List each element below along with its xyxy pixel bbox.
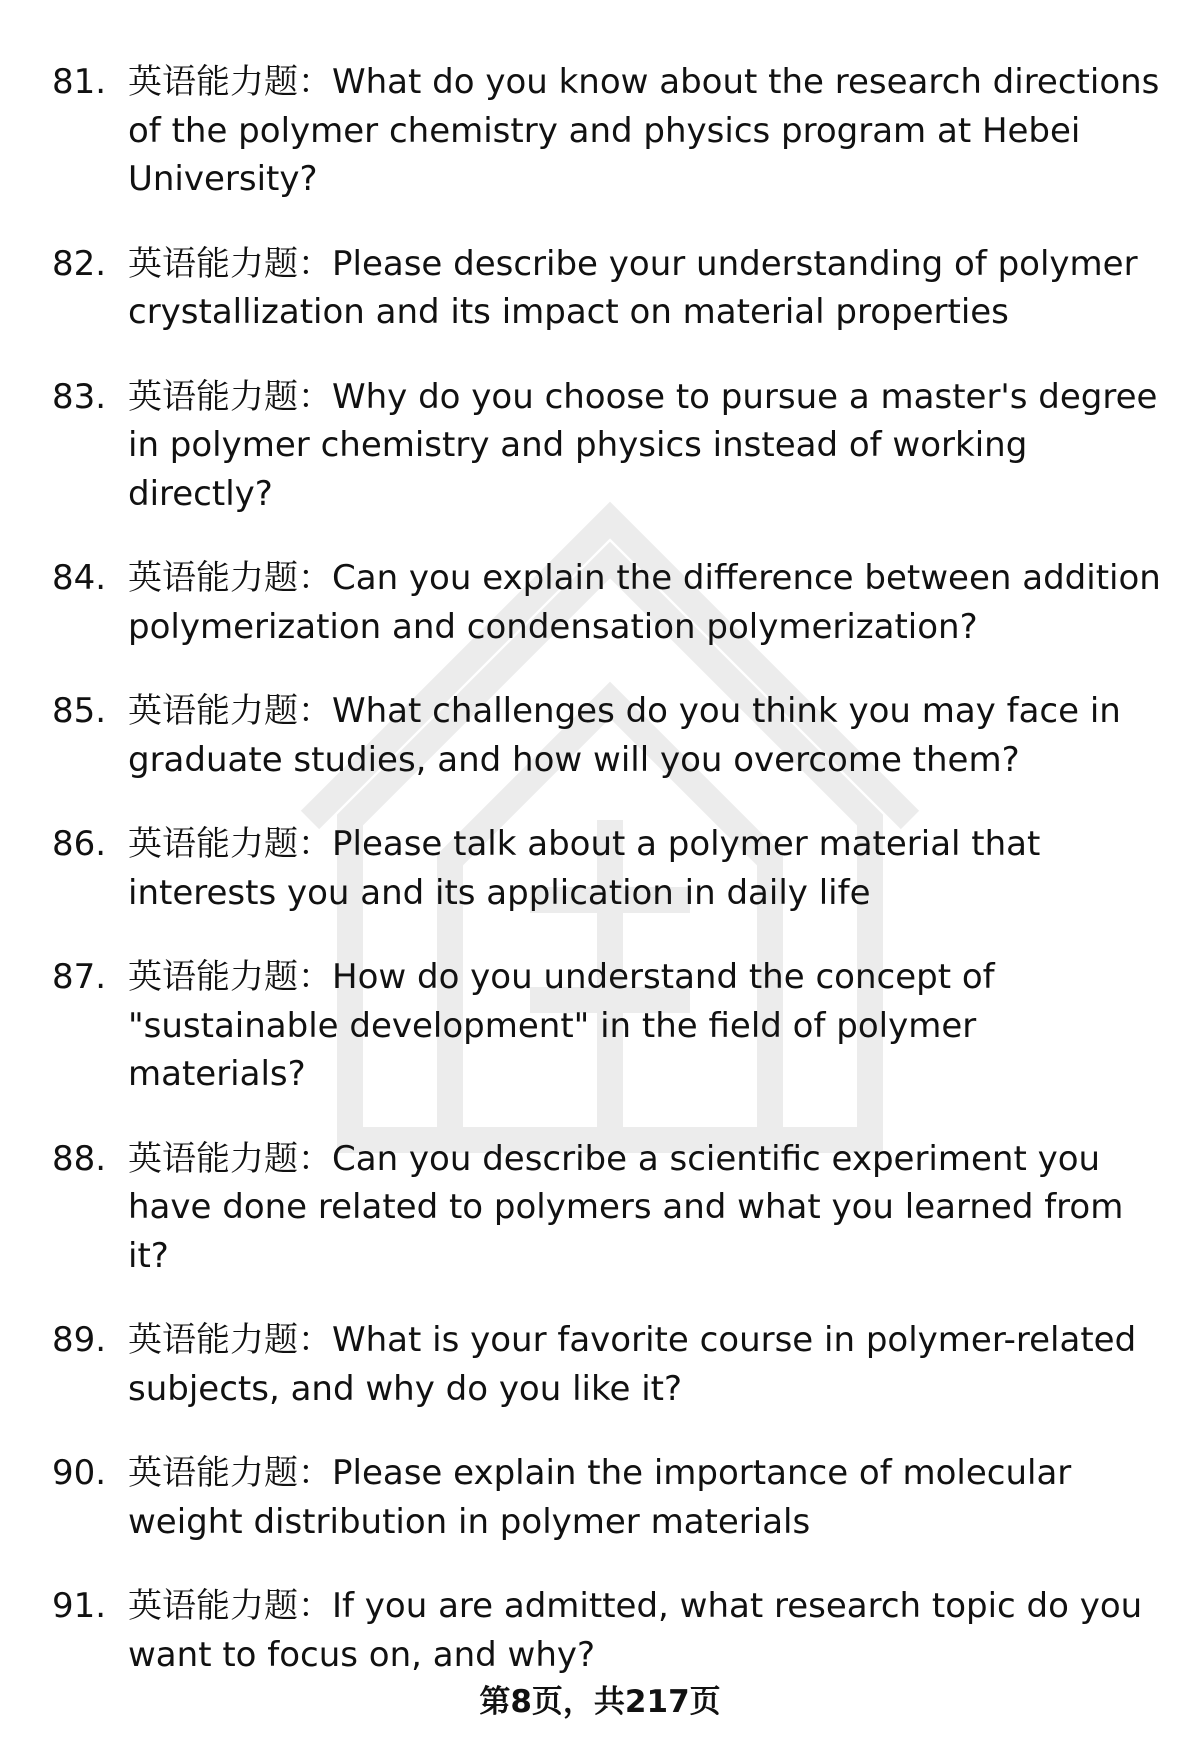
question-text: What challenges do you think you may face in graduate studies, and how will you overcome them? bbox=[128, 691, 1121, 780]
question-category: 英语能力题： bbox=[128, 1320, 332, 1360]
question-text: What is your favorite course in polymer-related subjects, and why do you like it? bbox=[128, 1320, 1137, 1409]
question-category: 英语能力题： bbox=[128, 1138, 332, 1179]
question-number: 90. bbox=[52, 1453, 107, 1493]
question-text: If you are admitted, what research topic do you want to focus on, and why? bbox=[128, 1586, 1143, 1675]
question-item bbox=[52, 687, 1162, 784]
question-number: 81. bbox=[52, 62, 107, 102]
question-body bbox=[128, 1449, 1162, 1546]
question-category: 英语能力题： bbox=[128, 691, 332, 731]
question-item bbox=[52, 240, 1162, 337]
question-category: 英语能力题： bbox=[128, 1586, 332, 1626]
question-category: 英语能力题： bbox=[128, 243, 332, 284]
question-body bbox=[128, 1582, 1162, 1679]
question-text: Can you describe a scientific experiment you have done related to polymers and what you learned from it? bbox=[128, 1138, 1124, 1276]
question-number: 88. bbox=[52, 1138, 107, 1179]
question-body bbox=[128, 1316, 1162, 1413]
question-item bbox=[52, 554, 1162, 651]
question-number: 89. bbox=[52, 1320, 107, 1360]
question-text: Can you explain the difference between addition polymerization and condensation polymerization? bbox=[128, 558, 1161, 647]
question-number: 86. bbox=[52, 824, 107, 864]
question-text: Please describe your understanding of polymer crystallization and its impact on material properties bbox=[128, 243, 1138, 332]
question-body bbox=[128, 687, 1162, 784]
question-number: 91. bbox=[52, 1586, 107, 1626]
page-number-footer: 第8页，共217页 bbox=[479, 1684, 721, 1720]
question-text: Please talk about a polymer material that interests you and its application in daily life bbox=[128, 824, 1041, 913]
question-item bbox=[52, 1449, 1162, 1546]
question-category: 英语能力题： bbox=[128, 957, 332, 997]
question-body bbox=[128, 240, 1162, 337]
question-body bbox=[128, 1135, 1162, 1281]
question-item bbox=[52, 1135, 1162, 1281]
question-number: 82. bbox=[52, 243, 107, 284]
question-number: 87. bbox=[52, 957, 107, 997]
question-body bbox=[128, 373, 1162, 519]
question-item bbox=[52, 953, 1162, 1099]
question-category: 英语能力题： bbox=[128, 62, 332, 102]
question-text: How do you understand the concept of "sustainable development" in the field of polymer materials? bbox=[128, 957, 995, 1094]
question-body bbox=[128, 554, 1162, 651]
question-category: 英语能力题： bbox=[128, 824, 332, 864]
question-text: What do you know about the research directions of the polymer chemistry and physics program at Hebei University? bbox=[128, 62, 1160, 199]
question-text: Why do you choose to pursue a master's degree in polymer chemistry and physics instead of working directly? bbox=[128, 376, 1158, 514]
question-item bbox=[52, 820, 1162, 917]
question-category: 英语能力题： bbox=[128, 376, 332, 417]
question-text: Please explain the importance of molecular weight distribution in polymer materials bbox=[128, 1453, 1072, 1542]
question-number: 85. bbox=[52, 691, 107, 731]
question-category: 英语能力题： bbox=[128, 1453, 332, 1493]
question-body bbox=[128, 820, 1162, 917]
question-category: 英语能力题： bbox=[128, 558, 332, 598]
question-body bbox=[128, 58, 1162, 204]
question-item bbox=[52, 58, 1162, 204]
question-number: 84. bbox=[52, 558, 107, 598]
question-body bbox=[128, 953, 1162, 1099]
question-item bbox=[52, 373, 1162, 519]
question-item bbox=[52, 1316, 1162, 1413]
question-list bbox=[52, 58, 1162, 1715]
question-number: 83. bbox=[52, 376, 107, 417]
question-item bbox=[52, 1582, 1162, 1679]
